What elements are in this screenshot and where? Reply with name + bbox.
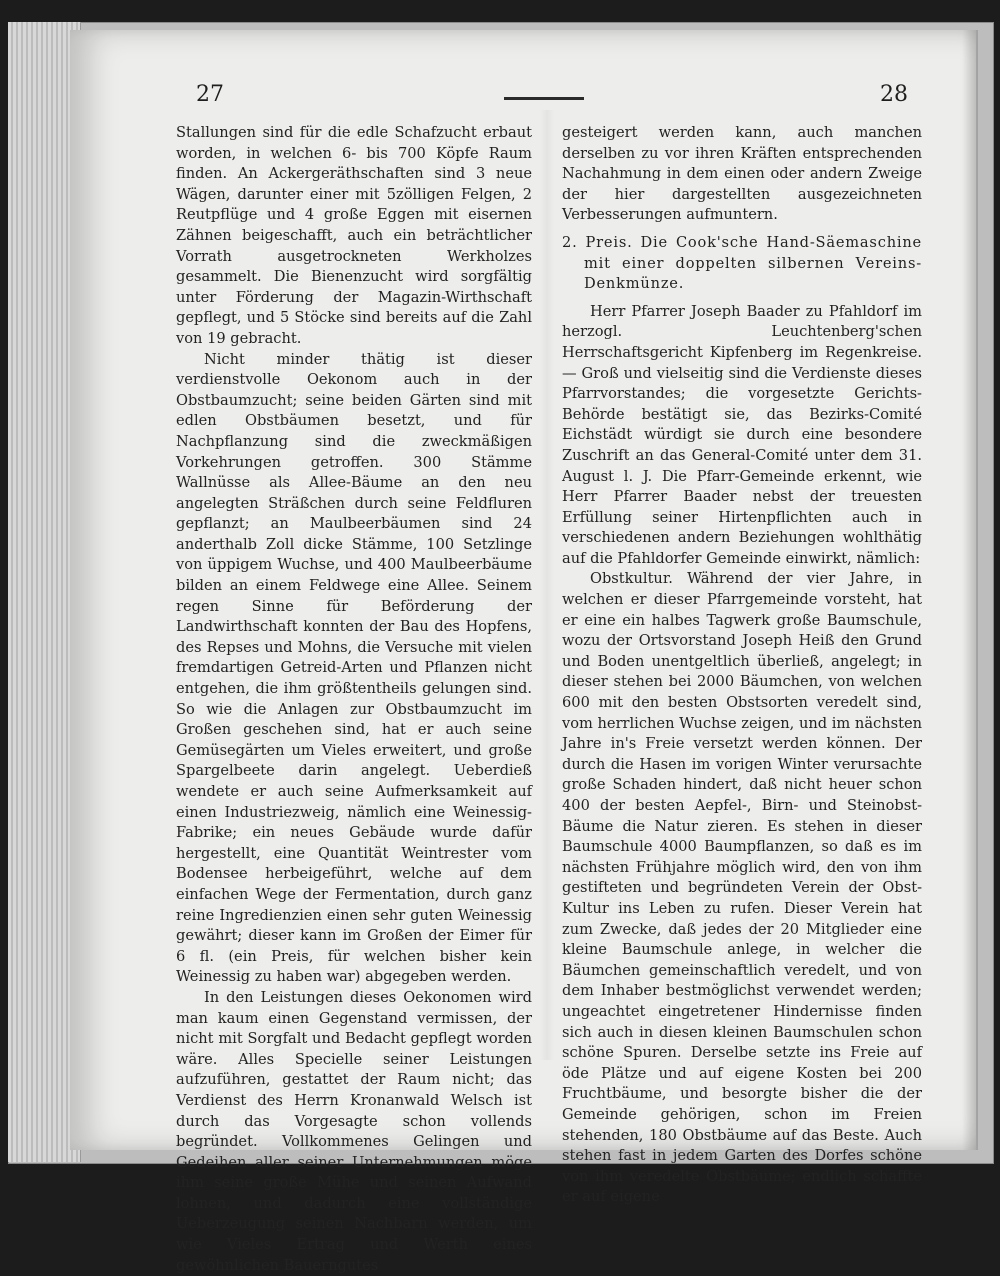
paragraph-intro: gesteigert werden kann, auch manchen derselben zu vor ihren Kräften entsprechenden Nachahmung in dem einen oder andern Zweige der hier dargestellten ausgezeichneten Verbesserungen aufmuntern. <box>562 124 922 224</box>
center-gutter <box>540 110 554 1060</box>
paragraph: Herr Pfarrer Joseph Baader zu Pfahldorf im herzogl. Leuchtenberg'schen Herrschaftsgericht Kipfenberg im Regenkreise. — Groß und vielseitig sind die Verdienste dieses Pfarrvorstandes; die vorgesetzte Gerichts-Behörde bestätigt sie, das Bezirks-Comité Eichstädt würdigt sie durch eine besondere Zuschrift an das General-Comité unter dem 31. August l. J. Die Pfarr-Gemeinde erkennt, wie Herr Pfarrer Baader nebst der treuesten Erfüllung seiner Hirtenpflichten auch in verschiedenen andern Beziehungen wohlthätig auf die Pfahldorfer Gemeinde einwirkt, nämlich: <box>562 302 922 567</box>
prize-heading: 2. Preis. Die Cook'sche Hand-Säemaschine mit einer doppelten silbernen Vereins-Denkmünze. <box>562 233 922 293</box>
page-number-right: 28 <box>880 82 908 107</box>
page-edge-shadow <box>962 30 978 1150</box>
paragraph: In den Leistungen dieses Oekonomen wird man kaum einen Gegenstand vermissen, der nicht mit Sorgfalt und Bedacht gepflegt worden wäre. Alles Specielle seiner Leistungen aufzuführen, gestattet der Raum nicht; das Verdienst des Herrn Kronanwald Welsch ist durch das Vorgesagte schon vollends begründet. Vollkommenes Gelingen und Gedeihen aller seiner Unternehmungen möge ihm seine große Mühe und seinen Aufwand lohnen, und dadurch eine vollständige Ueberzeugung seinen Nachbarn werden, um wie Vieles Ertrag und Werth eines gewöhnlichen Bauerngutes <box>176 988 532 1274</box>
left-column <box>176 123 532 1276</box>
header-rule <box>504 97 584 100</box>
paragraph: Stallungen sind für die edle Schafzucht erbaut worden, in welchen 6- bis 700 Köpfe Raum finden. An Ackergeräthschaften sind 3 neue Wägen, darunter einer mit 5zölligen Felgen, 2 Reutpflüge und 4 große Eggen mit eisernen Zähnen beigeschafft, auch ein beträchtlicher Vorrath ausgetrockneten Werkholzes gesammelt. Die Bienenzucht wird sorgfältig unter Förderung der Magazin-Wirthschaft gepflegt, und 5 Stöcke sind bereits auf die Zahl von 19 gebracht. <box>176 124 532 347</box>
paragraph: Nicht minder thätig ist dieser verdienstvolle Oekonom auch in der Obstbaumzucht; seine beiden Gärten sind mit edlen Obstbäumen besetzt, und für Nachpflanzung sind die zweckmäßigen Vorkehrungen getroffen. 300 Stämme Wallnüsse als Allee-Bäume an den neu angelegten Sträßchen durch seine Feldfluren gepflanzt; an Maulbeerbäumen sind 24 anderthalb Zoll dicke Stämme, 100 Setzlinge von üppigem Wuchse, und 400 Maulbeerbäume bilden an einem Feldwege eine Allee. Seinem regen Sinne für Beförderung der Landwirthschaft konnten der Bau des Hopfens, des Repses und Mohns, die Versuche mit vielen fremdartigen Getreid-Arten und Pflanzen nicht entgehen, die ihm größtentheils gelungen sind. So wie die Anlagen zur Obstbaumzucht im Großen geschehen sind, hat er auch seine Gemüsegärten um Vieles erweitert, und große Spargelbeete darin angelegt. Ueberdieß wendete er auch seine Aufmerksamkeit auf einen Industriezweig, nämlich eine Weinessig-Fabrike; ein neues Gebäude wurde dafür hergestellt, eine Quantität Weintrester vom Bodensee herbeigeführt, welche auf dem einfachen Wege der Fermentation, durch ganz reine Ingredienzien einen sehr guten Weinessig gewährt; dieser kann im Großen der Eimer für 6 fl. (ein Preis, für welchen bisher kein Weinessig zu haben war) abgegeben werden. <box>176 350 532 986</box>
page-number-left: 27 <box>196 82 224 107</box>
paragraph: Obstkultur. Während der vier Jahre, in welchen er dieser Pfarrgemeinde vorsteht, hat er eine ein halbes Tagwerk große Baumschule, wozu der Ortsvorstand Joseph Heiß den Grund und Boden unentgeltlich überließ, angelegt; in dieser stehen bei 2000 Bäumchen, von welchen 600 mit den besten Obstsorten veredelt sind, vom herrlichen Wuchse zeigen, und im nächsten Jahre in's Freie versetzt werden können. Der durch die Hasen im vorigen Winter verursachte große Schaden hindert, daß nicht heuer schon 400 der besten Aepfel-, Birn- und Steinobst-Bäume die Natur zieren. Es stehen in dieser Baumschule 4000 Baumpflanzen, so daß es im nächsten Frühjahre möglich wird, den von ihm gestifteten und begründeten Verein der Obst-Kultur ins Leben zu rufen. Dieser Verein hat zum Zwecke, daß jedes der 20 Mitglieder eine kleine Baumschule anlege, in welcher die Bäumchen gemeinschaftlich veredelt, und von dem Inhaber bestmöglichst verwendet werden; ungeachtet eingetretener Hindernisse finden sich auch in diesen kleinen Baumschulen schon schöne Spuren. Derselbe setzte ins Freie auf öde Plätze und auf eigene Kosten bei 200 Fruchtbäume, und besorgte bisher die der Gemeinde gehörigen, schon im Freien stehenden, 180 Obstbäume auf das Beste. Auch stehen fast in jedem Garten des Dorfes schöne von ihm veredelte Obstbäume; endlich schaffte er auf eigene <box>562 570 922 1206</box>
right-column <box>562 123 922 1208</box>
